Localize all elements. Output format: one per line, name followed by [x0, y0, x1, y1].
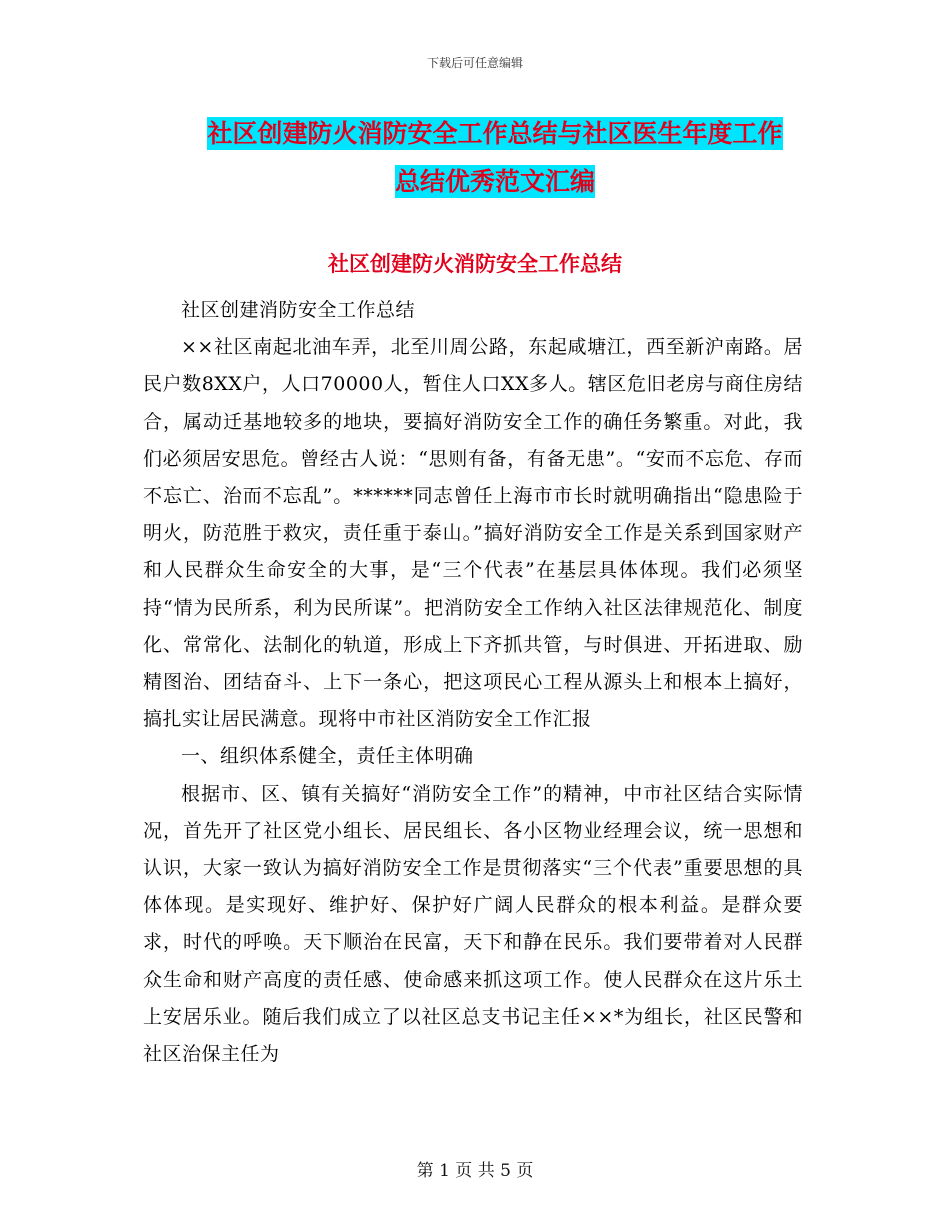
document-title: [150, 110, 840, 206]
document-body: [143, 292, 803, 1073]
paragraph-organization: 根据市、区、镇有关搞好“消防安全工作”的精神，中市社区结合实际情况，首先开了社区党小组长、居民组长、各小区物业经理会议，统一思想和认识，大家一致认为搞好消防安全工作是贯彻落实“三个代表”重要思想的具体体现。是实现好、维护好、保护好广阔人民群众的根本利益。是群众要求，时代的呼唤。天下顺治在民富，天下和静在民乐。我们要带着对人民群众生命和财产高度的责任感、使命感来抓这项工作。使人民群众在这片乐土上安居乐业。随后我们成立了以社区总支书记主任××*为组长，社区民警和社区治保主任为: [143, 782, 803, 1066]
paragraph-heading-1: 一、组织体系健全，责任主体明确: [181, 745, 474, 768]
page-footer: 第 1 页 共 5 页: [416, 1161, 534, 1181]
page-header-note: 下载后可任意编辑: [426, 56, 523, 70]
paragraph-intro: ××社区南起北油车弄，北至川周公路，东起咸塘江，西至新沪南路。居民户数8XX户，人口70000人，暂住人口XX多人。辖区危旧老房与商住房结合，属动迁基地较多的地块，要搞好消防安全工作的确任务繁重。对此，我们必须居安思危。曾经古人说：“思则有备，有备无患”。“安而不忘危、存而不忘亡、治而不忘乱”。******同志曾任上海市市长时就明确指出“隐患险于明火，防范胜于救灾，责任重于泰山。”搞好消防安全工作是关系到国家财产和人民群众生命安全的大事，是“三个代表”在基层具体体现。我们必须坚持“情为民所系，利为民所谋”。把消防安全工作纳入社区法律规范化、制度化、常常化、法制化的轨道，形成上下齐抓共管，与时俱进、开拓进取、励精图治、团结奋斗、上下一条心，把这项民心工程从源头上和根本上搞好，搞扎实让居民满意。现将中市社区消防安全工作汇报: [143, 336, 803, 731]
section-title: 社区创建防火消防安全工作总结: [328, 252, 622, 276]
paragraph-subtitle: 社区创建消防安全工作总结: [181, 299, 416, 321]
title-line-1: 社区创建防火消防安全工作总结与社区医生年度工作: [207, 119, 783, 148]
title-line-2: 总结优秀范文汇编: [394, 167, 595, 196]
